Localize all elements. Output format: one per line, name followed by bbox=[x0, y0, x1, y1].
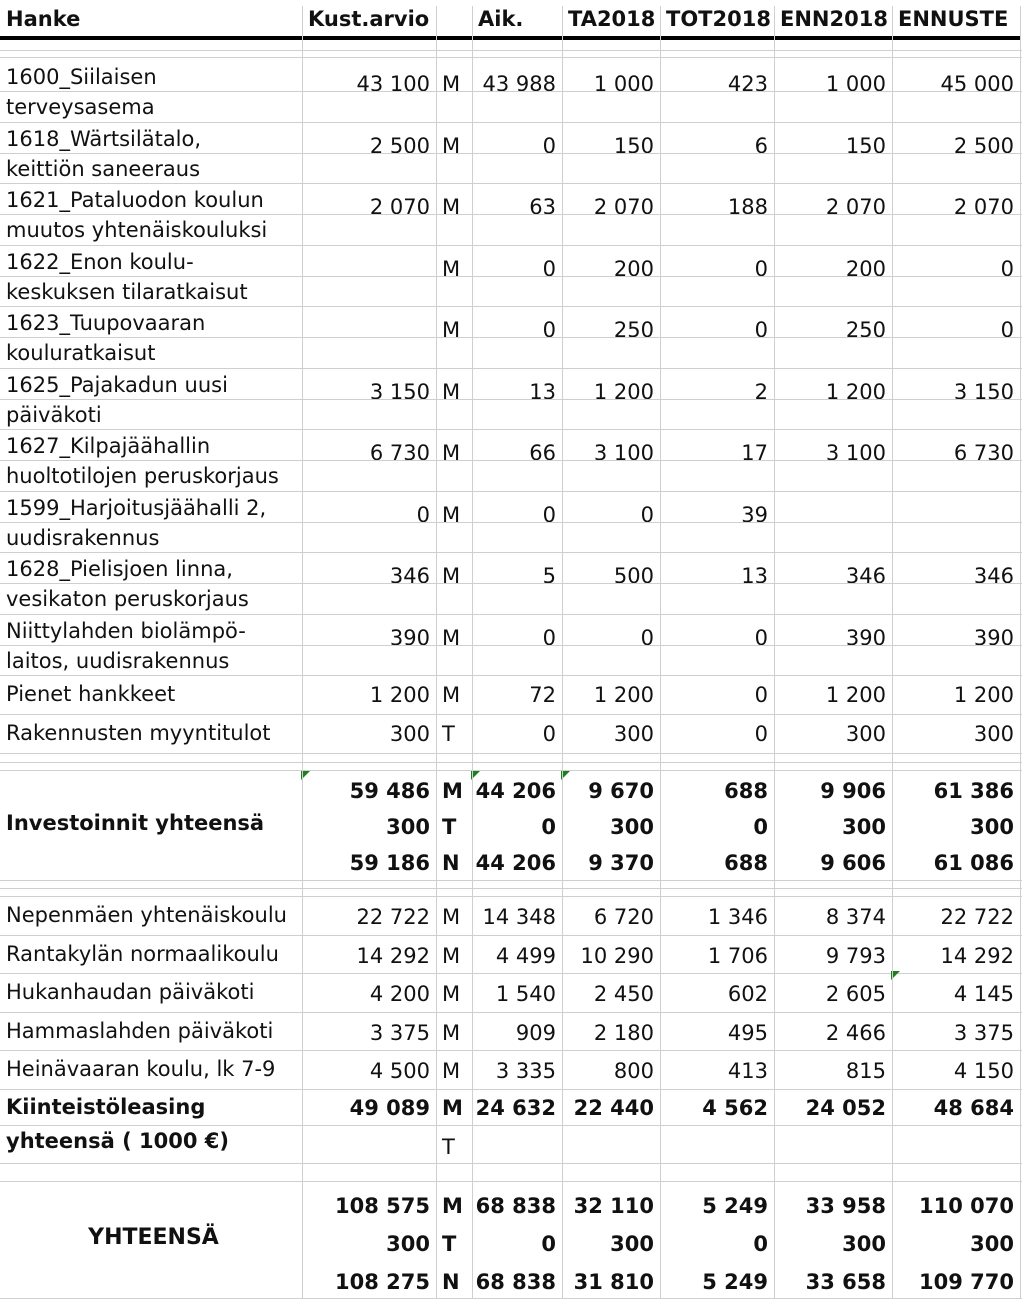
cell-enn: 2 466 bbox=[825, 1021, 886, 1045]
cell-ta: 300 bbox=[610, 815, 654, 839]
project-name: 1621_Pataluodon koulun bbox=[6, 188, 264, 212]
cell-aik: 44 206 bbox=[475, 779, 556, 803]
cell-enn: 9 793 bbox=[825, 944, 886, 968]
type-code: M bbox=[442, 441, 461, 465]
project-name: Niittylahden biolämpö- bbox=[6, 619, 246, 643]
leasing-name: Rantakylän normaalikoulu bbox=[6, 942, 279, 966]
cell-kust bbox=[302, 254, 436, 284]
cell-enn: 33 658 bbox=[805, 1270, 886, 1294]
cell-aik: 0 bbox=[541, 815, 556, 839]
cell-tot: 0 bbox=[754, 626, 768, 650]
row-divider bbox=[0, 368, 1022, 369]
row-divider bbox=[0, 460, 1022, 461]
type-code: T bbox=[442, 1135, 455, 1159]
type-code: N bbox=[442, 1270, 460, 1294]
cell-aik: 0 bbox=[542, 503, 556, 527]
type-code: T bbox=[442, 815, 457, 839]
type-code: M bbox=[442, 1059, 461, 1083]
column-header: ENN2018 bbox=[780, 7, 888, 31]
cell-aik: 1 540 bbox=[495, 982, 556, 1006]
cell-kust: 59 486 bbox=[349, 779, 430, 803]
type-code: N bbox=[442, 851, 460, 875]
cell-aik: 66 bbox=[529, 441, 556, 465]
row-divider bbox=[0, 122, 1022, 123]
cell-enn: 300 bbox=[842, 815, 886, 839]
project-name: 1622_Enon koulu- bbox=[6, 250, 194, 274]
cell-ta: 2 070 bbox=[593, 195, 654, 219]
cell-kust: 2 070 bbox=[369, 195, 430, 219]
project-name: 1600_Siilaisen bbox=[6, 65, 157, 89]
cell-ta: 200 bbox=[613, 257, 654, 281]
column-header: TOT2018 bbox=[666, 7, 771, 31]
cell-ta: 9 370 bbox=[588, 851, 654, 875]
project-name: vesikaton peruskorjaus bbox=[6, 587, 249, 611]
cell-ennuste: 61 086 bbox=[933, 851, 1014, 875]
project-name: 1618_Wärtsilätalo, bbox=[6, 127, 202, 151]
row-divider bbox=[0, 1050, 1022, 1051]
project-name: keskuksen tilaratkaisut bbox=[6, 280, 248, 304]
project-name: 1627_Kilpajäähallin bbox=[6, 434, 211, 458]
cell-ennuste: 0 bbox=[1000, 257, 1014, 281]
cell-ennuste: 6 730 bbox=[953, 441, 1014, 465]
cell-ennuste: 45 000 bbox=[940, 72, 1014, 96]
cell-aik: 4 499 bbox=[495, 944, 556, 968]
cell-tot: 0 bbox=[754, 257, 768, 281]
cell-ta: 3 100 bbox=[593, 441, 654, 465]
leasing-total-label: yhteensä ( 1000 €) bbox=[6, 1129, 229, 1153]
cell-aik: 0 bbox=[542, 134, 556, 158]
cell-ennuste: 2 070 bbox=[953, 195, 1014, 219]
row-divider bbox=[0, 888, 1022, 889]
column-header: Kust.arvio bbox=[308, 7, 430, 31]
type-code: M bbox=[442, 380, 461, 404]
column-divider bbox=[774, 6, 775, 1298]
cell-kust: 22 722 bbox=[356, 905, 430, 929]
cell-kust: 59 186 bbox=[349, 851, 430, 875]
cell-kust: 300 bbox=[389, 722, 430, 746]
cell-enn: 250 bbox=[845, 318, 886, 342]
cell-ta: 32 110 bbox=[573, 1194, 654, 1218]
cell-aik: 0 bbox=[542, 257, 556, 281]
row-divider bbox=[0, 399, 1022, 400]
row-divider bbox=[0, 91, 1022, 92]
cell-aik: 24 632 bbox=[475, 1096, 556, 1120]
row-divider bbox=[0, 1163, 1022, 1164]
cell-tot: 602 bbox=[727, 982, 768, 1006]
row-divider bbox=[0, 675, 1022, 676]
cell-tot: 0 bbox=[753, 815, 768, 839]
type-code: M bbox=[442, 982, 461, 1006]
cell-aik: 0 bbox=[542, 318, 556, 342]
cell-ta: 10 290 bbox=[580, 944, 654, 968]
cell-enn: 300 bbox=[842, 1232, 886, 1256]
cell-enn: 390 bbox=[845, 626, 886, 650]
cell-kust: 6 730 bbox=[369, 441, 430, 465]
cell-ennuste: 109 770 bbox=[919, 1270, 1014, 1294]
row-divider bbox=[0, 245, 1022, 246]
cell-kust: 49 089 bbox=[349, 1096, 430, 1120]
row-divider bbox=[0, 276, 1022, 277]
type-code: M bbox=[442, 779, 463, 803]
column-divider bbox=[562, 6, 563, 1298]
investments-total-label: Investoinnit yhteensä bbox=[6, 811, 265, 835]
row-divider bbox=[0, 583, 1022, 584]
row-divider bbox=[0, 880, 1022, 881]
cell-ta: 150 bbox=[613, 134, 654, 158]
cell-tot: 5 249 bbox=[702, 1194, 768, 1218]
project-name: uudisrakennus bbox=[6, 526, 160, 550]
cell-aik: 68 838 bbox=[475, 1270, 556, 1294]
cell-tot: 688 bbox=[724, 851, 768, 875]
row-divider bbox=[0, 214, 1022, 215]
cell-ennuste: 61 386 bbox=[933, 779, 1014, 803]
cell-tot: 1 346 bbox=[707, 905, 768, 929]
row-divider bbox=[0, 753, 1022, 754]
cell-ennuste: 1 200 bbox=[953, 683, 1014, 707]
cell-ennuste: 3 375 bbox=[953, 1021, 1014, 1045]
column-header: Hanke bbox=[6, 7, 81, 31]
cell-tot: 17 bbox=[741, 441, 768, 465]
row-divider bbox=[0, 714, 1022, 715]
cell-tot: 4 562 bbox=[702, 1096, 768, 1120]
row-divider bbox=[0, 973, 1022, 974]
row-divider bbox=[0, 896, 1022, 897]
type-code: T bbox=[442, 722, 455, 746]
cell-kust: 4 200 bbox=[369, 982, 430, 1006]
column-header: TA2018 bbox=[568, 7, 656, 31]
cell-enn: 2 605 bbox=[825, 982, 886, 1006]
column-divider bbox=[302, 6, 303, 1298]
row-divider bbox=[0, 1298, 1022, 1299]
cell-enn bbox=[774, 500, 892, 530]
cell-ennuste: 300 bbox=[970, 1232, 1014, 1256]
cell-ennuste: 22 722 bbox=[940, 905, 1014, 929]
type-code: M bbox=[442, 683, 461, 707]
cell-ta: 31 810 bbox=[573, 1270, 654, 1294]
cell-tot: 1 706 bbox=[707, 944, 768, 968]
cell-ennuste bbox=[892, 500, 1020, 530]
cell-enn: 9 606 bbox=[820, 851, 886, 875]
cell-aik: 44 206 bbox=[475, 851, 556, 875]
cell-aik: 909 bbox=[515, 1021, 556, 1045]
project-name: terveysasema bbox=[6, 95, 155, 119]
cell-ennuste: 346 bbox=[973, 564, 1014, 588]
leasing-name: Nepenmäen yhtenäiskoulu bbox=[6, 903, 287, 927]
type-code: M bbox=[442, 626, 461, 650]
cell-enn: 1 200 bbox=[825, 380, 886, 404]
cell-tot: 413 bbox=[727, 1059, 768, 1083]
type-code: M bbox=[442, 195, 461, 219]
row-divider bbox=[0, 491, 1022, 492]
column-header: ENNUSTE bbox=[898, 7, 1009, 31]
cell-aik: 3 335 bbox=[495, 1059, 556, 1083]
project-name: Rakennusten myyntitulot bbox=[6, 721, 271, 745]
cell-ennuste: 110 070 bbox=[919, 1194, 1014, 1218]
row-divider bbox=[0, 1125, 1022, 1126]
project-name: Pienet hankkeet bbox=[6, 682, 176, 706]
cell-enn: 1 200 bbox=[825, 683, 886, 707]
cell-tot: 39 bbox=[741, 503, 768, 527]
cell-kust bbox=[302, 315, 436, 345]
row-divider bbox=[0, 522, 1022, 523]
cell-ennuste: 300 bbox=[970, 815, 1014, 839]
cell-aik: 13 bbox=[529, 380, 556, 404]
cell-ta: 0 bbox=[640, 626, 654, 650]
cell-ta: 300 bbox=[610, 1232, 654, 1256]
cell-ta: 800 bbox=[613, 1059, 654, 1083]
cell-ta: 2 180 bbox=[593, 1021, 654, 1045]
cell-kust: 108 275 bbox=[335, 1270, 430, 1294]
cell-aik: 72 bbox=[529, 683, 556, 707]
cell-tot: 6 bbox=[754, 134, 768, 158]
cell-aik: 0 bbox=[542, 626, 556, 650]
cell-enn: 2 070 bbox=[825, 195, 886, 219]
cell-kust: 3 375 bbox=[369, 1021, 430, 1045]
type-code: M bbox=[442, 318, 461, 342]
row-divider bbox=[0, 1012, 1022, 1013]
row-divider bbox=[0, 429, 1022, 430]
cell-aik: 5 bbox=[542, 564, 556, 588]
cell-kust: 108 575 bbox=[335, 1194, 430, 1218]
leasing-name: Hammaslahden päiväkoti bbox=[6, 1019, 274, 1043]
cell-kust: 1 200 bbox=[369, 683, 430, 707]
cell-enn: 1 000 bbox=[825, 72, 886, 96]
project-name: 1623_Tuupovaaran bbox=[6, 311, 206, 335]
project-name: 1599_Harjoitusjäähalli 2, bbox=[6, 496, 267, 520]
type-code: T bbox=[442, 1232, 457, 1256]
project-name: 1625_Pajakadun uusi bbox=[6, 373, 228, 397]
cell-ta: 22 440 bbox=[573, 1096, 654, 1120]
row-divider bbox=[0, 57, 1022, 58]
row-divider bbox=[0, 337, 1022, 338]
cell-tot: 13 bbox=[741, 564, 768, 588]
cell-kust: 4 500 bbox=[369, 1059, 430, 1083]
cell-kust: 2 500 bbox=[369, 134, 430, 158]
row-divider bbox=[0, 1181, 1022, 1182]
row-divider bbox=[0, 50, 1022, 51]
cell-enn: 300 bbox=[845, 722, 886, 746]
type-code: M bbox=[442, 72, 461, 96]
cell-ennuste: 4 145 bbox=[953, 982, 1014, 1006]
type-code: M bbox=[442, 1194, 463, 1218]
type-code: M bbox=[442, 905, 461, 929]
type-code: M bbox=[442, 944, 461, 968]
cell-enn: 8 374 bbox=[825, 905, 886, 929]
cell-kust: 43 100 bbox=[356, 72, 430, 96]
cell-enn: 9 906 bbox=[820, 779, 886, 803]
cell-tot: 0 bbox=[753, 1232, 768, 1256]
cell-aik: 14 348 bbox=[482, 905, 556, 929]
grand-total-label: YHTEENSÄ bbox=[88, 1225, 219, 1250]
cell-enn: 33 958 bbox=[805, 1194, 886, 1218]
header-border bbox=[0, 0, 1020, 40]
cell-ta: 300 bbox=[613, 722, 654, 746]
type-code: M bbox=[442, 564, 461, 588]
leasing-name: Heinävaaran koulu, lk 7-9 bbox=[6, 1057, 276, 1081]
cell-enn: 3 100 bbox=[825, 441, 886, 465]
cell-ennuste: 48 684 bbox=[933, 1096, 1014, 1120]
cell-kust: 0 bbox=[416, 503, 430, 527]
cell-ennuste: 0 bbox=[1000, 318, 1014, 342]
cell-enn: 346 bbox=[845, 564, 886, 588]
row-divider bbox=[0, 614, 1022, 615]
type-code: M bbox=[442, 503, 461, 527]
row-divider bbox=[0, 645, 1022, 646]
cell-tot: 423 bbox=[727, 72, 768, 96]
cell-ennuste: 14 292 bbox=[940, 944, 1014, 968]
column-divider bbox=[660, 6, 661, 1298]
cell-tot: 0 bbox=[754, 683, 768, 707]
row-divider bbox=[0, 552, 1022, 553]
column-header: Aik. bbox=[478, 7, 524, 31]
cell-ennuste: 300 bbox=[973, 722, 1014, 746]
cell-tot: 495 bbox=[727, 1021, 768, 1045]
cell-ta: 0 bbox=[640, 503, 654, 527]
cell-enn: 815 bbox=[845, 1059, 886, 1083]
cell-ta: 500 bbox=[613, 564, 654, 588]
leasing-total-label: Kiinteistöleasing bbox=[6, 1095, 206, 1119]
row-divider bbox=[0, 183, 1022, 184]
type-code: M bbox=[442, 1021, 461, 1045]
cell-tot: 688 bbox=[724, 779, 768, 803]
cell-aik: 68 838 bbox=[475, 1194, 556, 1218]
row-divider bbox=[0, 1089, 1022, 1090]
project-name: 1628_Pielisjoen linna, bbox=[6, 557, 233, 581]
type-code: M bbox=[442, 134, 461, 158]
column-divider bbox=[892, 6, 893, 1298]
row-divider bbox=[0, 153, 1022, 154]
leasing-name: Hukanhaudan päiväkoti bbox=[6, 980, 255, 1004]
cell-kust: 390 bbox=[389, 626, 430, 650]
column-divider bbox=[436, 6, 437, 1298]
cell-ta: 1 200 bbox=[593, 380, 654, 404]
cell-ta: 2 450 bbox=[593, 982, 654, 1006]
cell-ennuste: 4 150 bbox=[953, 1059, 1014, 1083]
cell-aik: 43 988 bbox=[482, 72, 556, 96]
cell-ennuste: 2 500 bbox=[953, 134, 1014, 158]
cell-enn: 200 bbox=[845, 257, 886, 281]
cell-enn: 24 052 bbox=[805, 1096, 886, 1120]
cell-ennuste: 390 bbox=[973, 626, 1014, 650]
cell-ennuste: 3 150 bbox=[953, 380, 1014, 404]
cell-tot: 188 bbox=[727, 195, 768, 219]
row-divider bbox=[0, 935, 1022, 936]
cell-ta: 250 bbox=[613, 318, 654, 342]
row-divider bbox=[0, 770, 1022, 771]
type-code: M bbox=[442, 1096, 463, 1120]
row-divider bbox=[0, 306, 1022, 307]
cell-ta: 1 000 bbox=[593, 72, 654, 96]
project-name: huoltotilojen peruskorjaus bbox=[6, 464, 279, 488]
cell-ta: 1 200 bbox=[593, 683, 654, 707]
cell-kust: 346 bbox=[389, 564, 430, 588]
project-name: laitos, uudisrakennus bbox=[6, 649, 230, 673]
type-code: M bbox=[442, 257, 461, 281]
project-name: kouluratkaisut bbox=[6, 341, 156, 365]
column-divider bbox=[1020, 6, 1021, 1298]
cell-enn: 150 bbox=[845, 134, 886, 158]
row-divider bbox=[0, 762, 1022, 763]
cell-aik: 0 bbox=[542, 722, 556, 746]
cell-kust: 300 bbox=[386, 1232, 430, 1256]
cell-ta: 9 670 bbox=[588, 779, 654, 803]
cell-tot: 5 249 bbox=[702, 1270, 768, 1294]
cell-ta: 6 720 bbox=[593, 905, 654, 929]
cell-aik: 0 bbox=[541, 1232, 556, 1256]
cell-tot: 0 bbox=[754, 318, 768, 342]
column-divider bbox=[472, 6, 473, 1298]
cell-kust: 14 292 bbox=[356, 944, 430, 968]
project-name: päiväkoti bbox=[6, 403, 102, 427]
cell-kust: 300 bbox=[386, 815, 430, 839]
project-name: muutos yhtenäiskouluksi bbox=[6, 218, 268, 242]
cell-tot: 2 bbox=[754, 380, 768, 404]
cell-tot: 0 bbox=[754, 722, 768, 746]
cell-aik: 63 bbox=[529, 195, 556, 219]
project-name: keittiön saneeraus bbox=[6, 157, 201, 181]
cell-kust: 3 150 bbox=[369, 380, 430, 404]
